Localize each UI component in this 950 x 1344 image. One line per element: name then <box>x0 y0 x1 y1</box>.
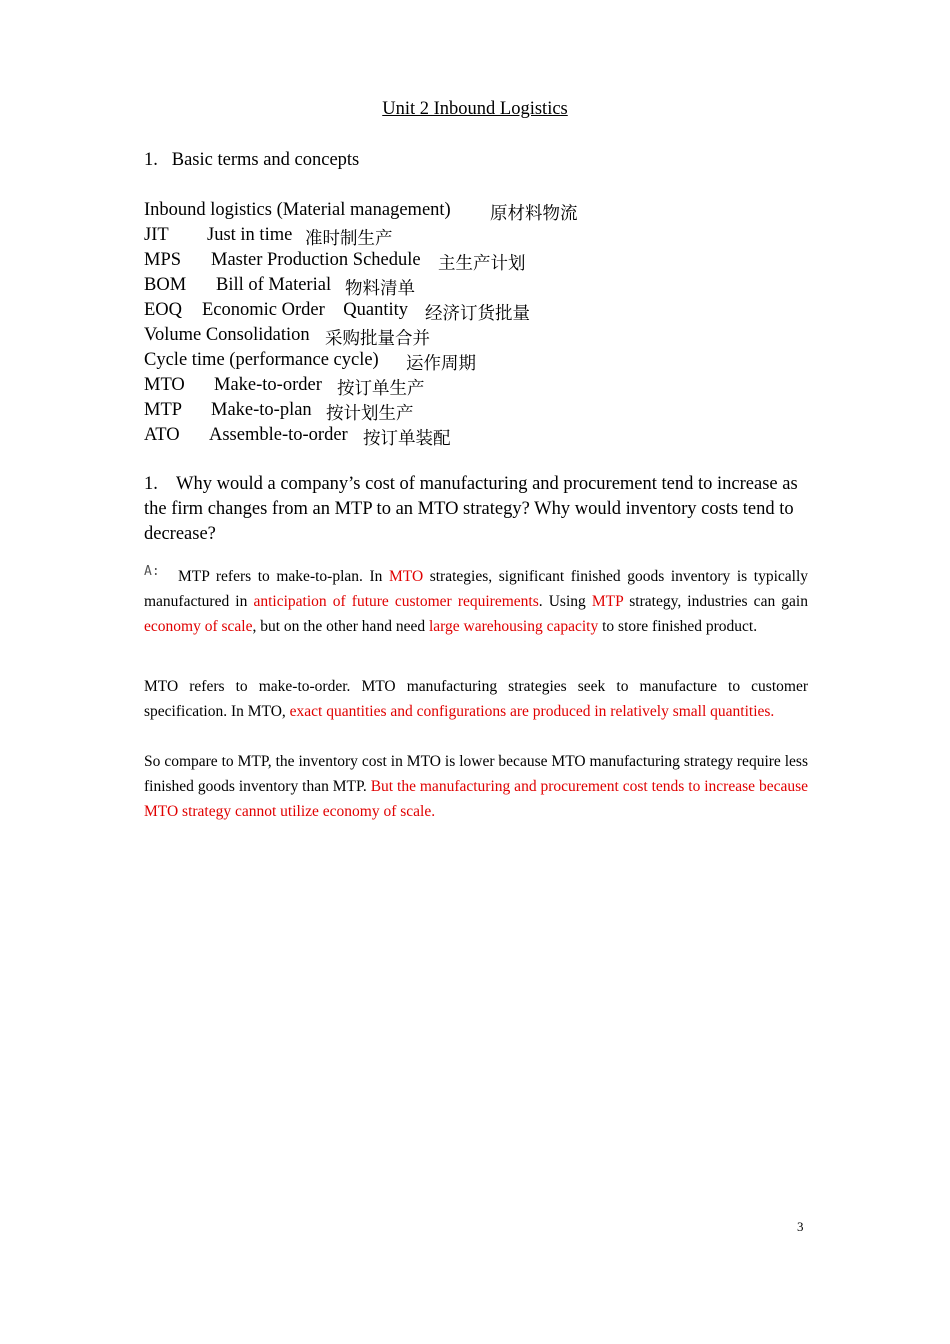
highlight-text: economy of scale <box>144 618 253 635</box>
answer-text: MTP refers to make-to-plan. In <box>178 568 389 585</box>
term-abbr: ATO <box>144 425 180 445</box>
highlight-text: large warehousing capacity <box>428 618 599 635</box>
term-chinese: 物料清单 <box>345 279 415 299</box>
highlight-text: But the manufacturing and procurement cost tends to increase because MTO strategy cannot utilize economy of scale. <box>144 778 808 820</box>
term-full: Make-to-order <box>214 375 322 395</box>
term-full: Economic Order Quantity <box>202 300 409 320</box>
term-chinese: 按计划生产 <box>326 404 414 424</box>
term-chinese: 采购批量合并 <box>325 329 430 349</box>
term-abbr: JIT <box>144 225 169 245</box>
answer-label: A: <box>144 564 160 579</box>
term-name: Cycle time (performance cycle) <box>144 350 379 370</box>
term-abbr: MTO <box>144 375 185 395</box>
answer-text: strategy, industries can gain <box>623 593 808 610</box>
question-number: 1. <box>144 474 158 494</box>
page-title: Unit 2 Inbound Logistics <box>382 99 568 119</box>
answer-text: . Using <box>538 593 592 610</box>
term-chinese: 经济订货批量 <box>425 304 530 324</box>
term-abbr: BOM <box>144 275 187 295</box>
term-abbr: EOQ <box>144 300 183 320</box>
answer-paragraph-1 <box>144 564 808 639</box>
term-chinese: 主生产计划 <box>438 254 526 274</box>
highlight-text: exact quantities and configurations are produced in relatively small quantities. <box>289 703 775 720</box>
answer-text: , but on the other hand need <box>252 618 429 635</box>
highlight-text: MTP <box>591 593 624 610</box>
answer-text: to store finished product. <box>598 618 758 635</box>
answer-paragraph-3 <box>144 749 808 824</box>
term-full: Bill of Material <box>216 275 332 295</box>
term-full: Just in time <box>207 225 293 245</box>
highlight-text: anticipation of future customer requirements <box>253 593 539 610</box>
term-abbr: MPS <box>144 250 182 270</box>
term-abbr: MTP <box>144 400 183 420</box>
term-name: Volume Consolidation <box>144 325 310 345</box>
highlight-text: MTO <box>388 568 424 585</box>
answer-text: strategies, significant finished goods inventory is typically manufactured in <box>144 568 808 610</box>
question-text: Why would a company’s cost of manufacturing and procurement tend to increase as the firm changes from an MTP to an MTO strategy? Why would inventory costs tend to decrease? <box>144 474 798 544</box>
term-chinese: 准时制生产 <box>305 229 393 249</box>
term-name: Inbound logistics (Material management) <box>144 200 451 220</box>
term-full: Assemble-to-order <box>209 425 348 445</box>
term-full: Make-to-plan <box>211 400 312 420</box>
term-chinese: 运作周期 <box>406 354 476 374</box>
page-number: 3 <box>797 1219 804 1234</box>
question <box>144 472 808 547</box>
term-chinese: 按订单装配 <box>363 429 451 449</box>
answer-text: MTO refers to make-to-order. MTO manufacturing strategies seek to manufacture to customer specification. In MTO, <box>144 678 808 720</box>
section-heading: 1. Basic terms and concepts <box>144 150 360 170</box>
term-full: Master Production Schedule <box>211 250 421 270</box>
answer-text: So compare to MTP, the inventory cost in MTO is lower because MTO manufacturing strategy require less finished goods inventory than MTP. <box>144 753 808 795</box>
term-chinese: 原材料物流 <box>490 204 578 224</box>
term-chinese: 按订单生产 <box>337 379 425 399</box>
answer-paragraph-2 <box>144 674 808 724</box>
